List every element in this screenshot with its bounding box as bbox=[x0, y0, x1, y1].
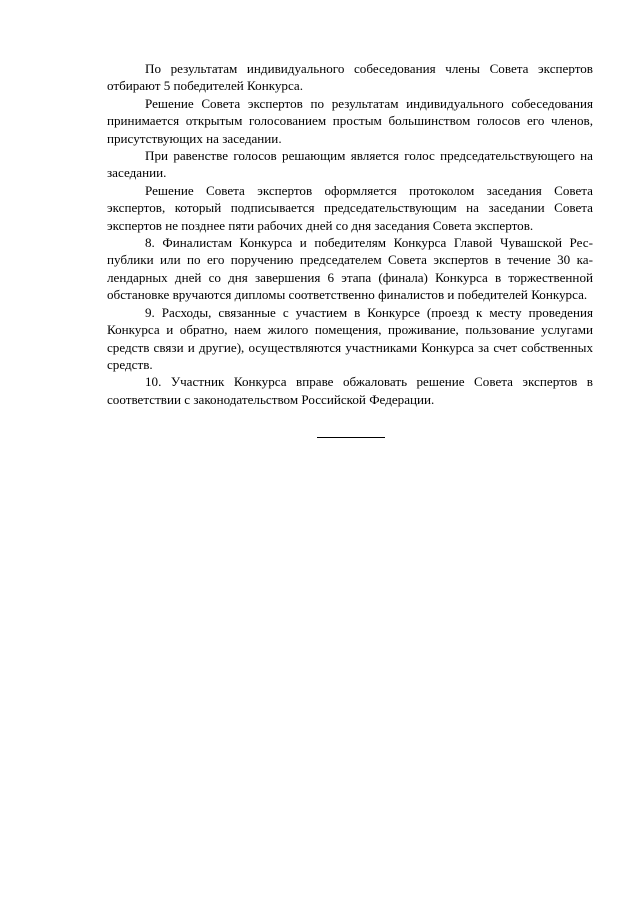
paragraph-protocol: Решение Совета экспертов оформляется протоколом заседания Совета экспертов, который подписывается председательствующим на заседании Совета экспертов не позднее пяти рабочих дней со дня заседания Совета экспертов. bbox=[107, 182, 593, 233]
paragraph-decision-voting: Решение Совета экспертов по результатам индивидуального собеседования принимается открытым голосованием простым большинством голосов его членов, присутствующих на заседании. bbox=[107, 95, 593, 146]
paragraph-item-10-appeal: 10. Участник Конкурса вправе обжаловать решение Совета экспертов в соответствии с законодательством Российской Федерации. bbox=[107, 374, 593, 407]
end-separator-line bbox=[317, 437, 385, 438]
paragraph-selection-winners: По результатам индивидуального собеседования члены Совета экспертов отбирают 5 победителей Конкурса. bbox=[107, 61, 593, 94]
document-body bbox=[107, 60, 593, 408]
paragraph-item-8-diplomas: 8. Финалистам Конкурса и победителям Конкурса Главой Чувашской Республики или по его поручению председателем Совета экспертов в течение 30 календарных дней со дня завершения 6 этапа (финала) Конкурса в торжественной обстановке вручаются дипломы соответственно финалистов и победителей Конкурса. bbox=[107, 235, 593, 303]
paragraph-item-9-expenses: 9. Расходы, связанные с участием в Конкурсе (проезд к месту проведения Конкурса и обратно, наем жилого помещения, проживание, пользование услугами средств связи и другие), осуществляются участниками Конкурса за счет собственных средств. bbox=[107, 304, 593, 372]
paragraph-tie-vote: При равенстве голосов решающим является голос председательствующего на заседании. bbox=[107, 148, 593, 181]
